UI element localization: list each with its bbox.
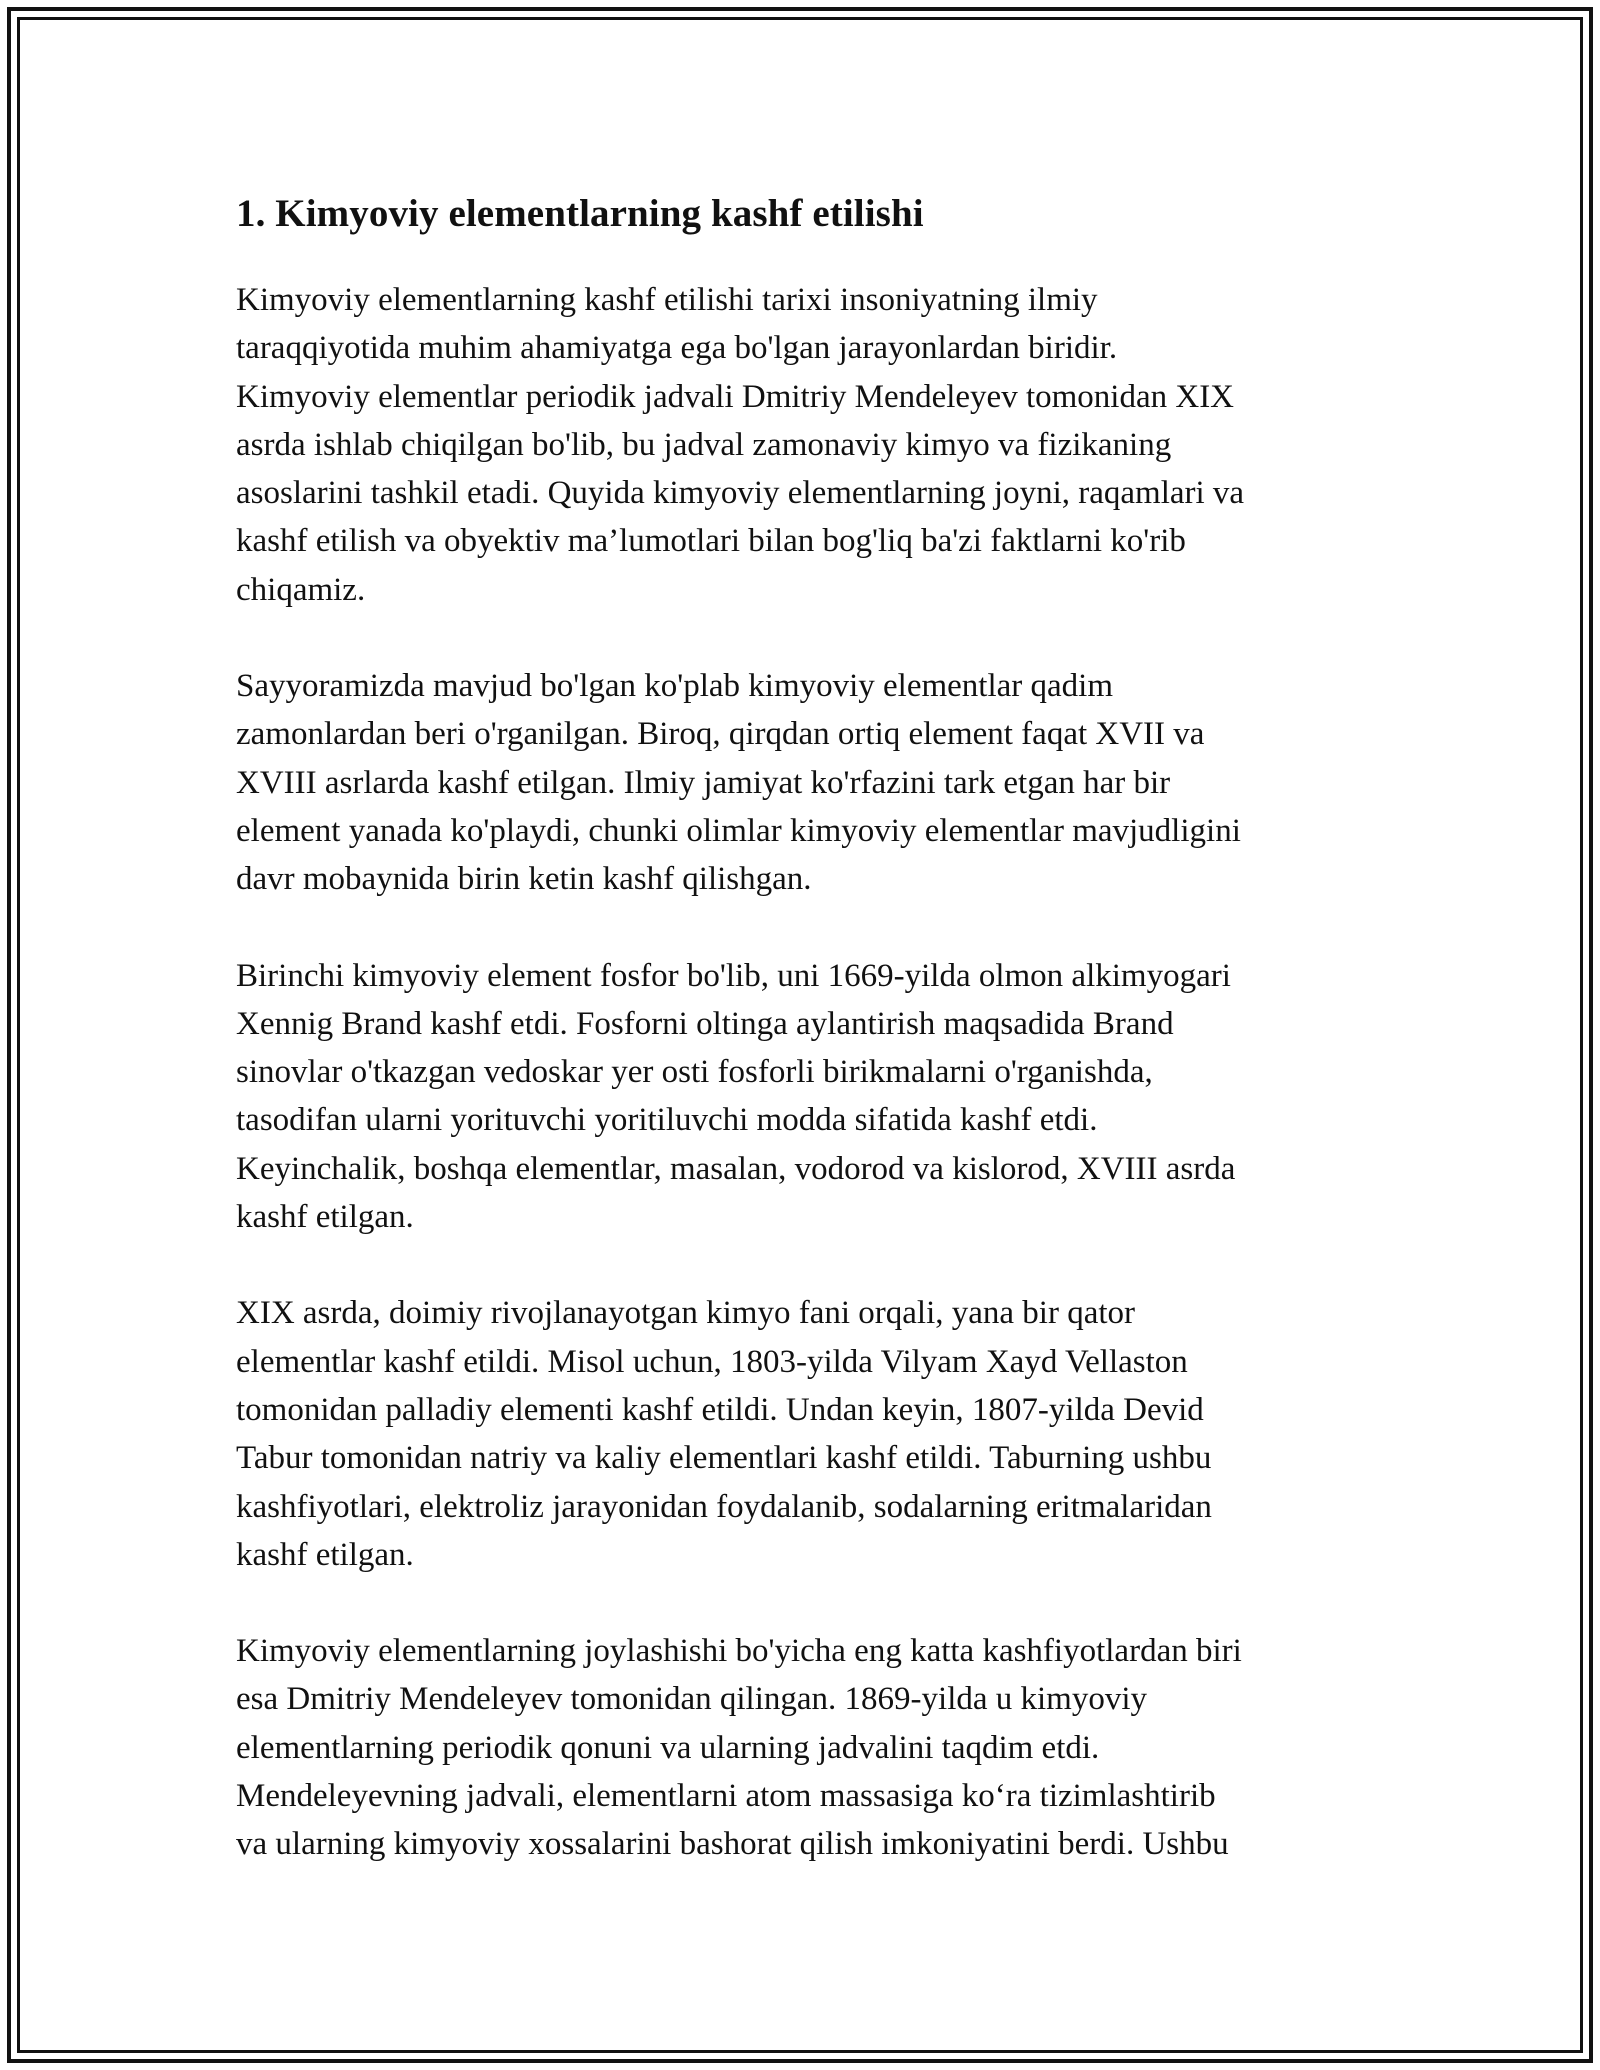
section-heading: 1. Kimyoviy elementlarning kashf etilishi (236, 192, 924, 235)
paragraph-1: Kimyoviy elementlarning kashf etilishi tarixi insoniyatning ilmiy taraqqiyotida muhim ahamiyatga ega bo'lgan jarayonlardan biridir. Kimyoviy elementlar periodik jadvali Dmitriy Mendeleyev tomonidan XIX asrda ishlab chiqilgan bo'lib, bu jadval zamonaviy kimyo va fizikaning asoslarini tashkil etadi. Quyida kimyoviy elementlarning joyni, raqamlari va kashf etilish va obyektiv ma’lumotlari bilan bog'liq ba'zi faktlarni ko'rib chiqamiz. (236, 282, 1245, 608)
paragraph-4: XIX asrda, doimiy rivojlanayotgan kimyo fani orqali, yana bir qator elementlar kashf etildi. Misol uchun, 1803-yilda Vilyam Xayd Vellaston tomonidan palladiy elementi kashf etildi. Undan keyin, 1807-yilda Devid Tabur tomonidan natriy va kaliy elementlari kashf etildi. Taburning ushbu kashfiyotlari, elektroliz jarayonidan foydalanib, sodalarning eritmalaridan kashf etilgan. (236, 1295, 1212, 1573)
paragraph-3: Birinchi kimyoviy element fosfor bo'lib, uni 1669-yilda olmon alkimyogari Xennig Brand kashf etdi. Fosforni oltinga aylantirish maqsadida Brand sinovlar o'tkazgan vedoskar yer osti fosforli birikmalarni o'rganishda, tasodifan ularni yorituvchi yoritiluvchi modda sifatida kashf etdi. Keyinchalik, boshqa elementlar, masalan, vodorod va kislorod, XVIII asrda kashf etilgan. (236, 957, 1236, 1236)
paragraph-5: Kimyoviy elementlarning joylashishi bo'yicha eng katta kashfiyotlardan biri esa Dmitriy Mendeleyev tomonidan qilingan. 1869-yilda u kimyoviy elementlarning periodik qonuni va ularning jadvalini taqdim etdi. Mendeleyevning jadvali, elementlarni atom massasiga ko‘ra tizimlashtirib va ularning kimyoviy xossalarini bashorat qilish imkoniyatini berdi. Ushbu (236, 1633, 1242, 1863)
document-body (236, 186, 1366, 1917)
paragraph-2: Sayyoramizda mavjud bo'lgan ko'plab kimyoviy elementlar qadim zamonlardan beri o'rganilgan. Biroq, qirqdan ortiq element faqat XVII va XVIII asrlarda kashf etilgan. Ilmiy jamiyat ko'rfazini tark etgan har bir element yanada ko'playdi, chunki olimlar kimyoviy elementlar mavjudligini davr mobaynida birin ketin kashf qilishgan. (236, 668, 1241, 898)
